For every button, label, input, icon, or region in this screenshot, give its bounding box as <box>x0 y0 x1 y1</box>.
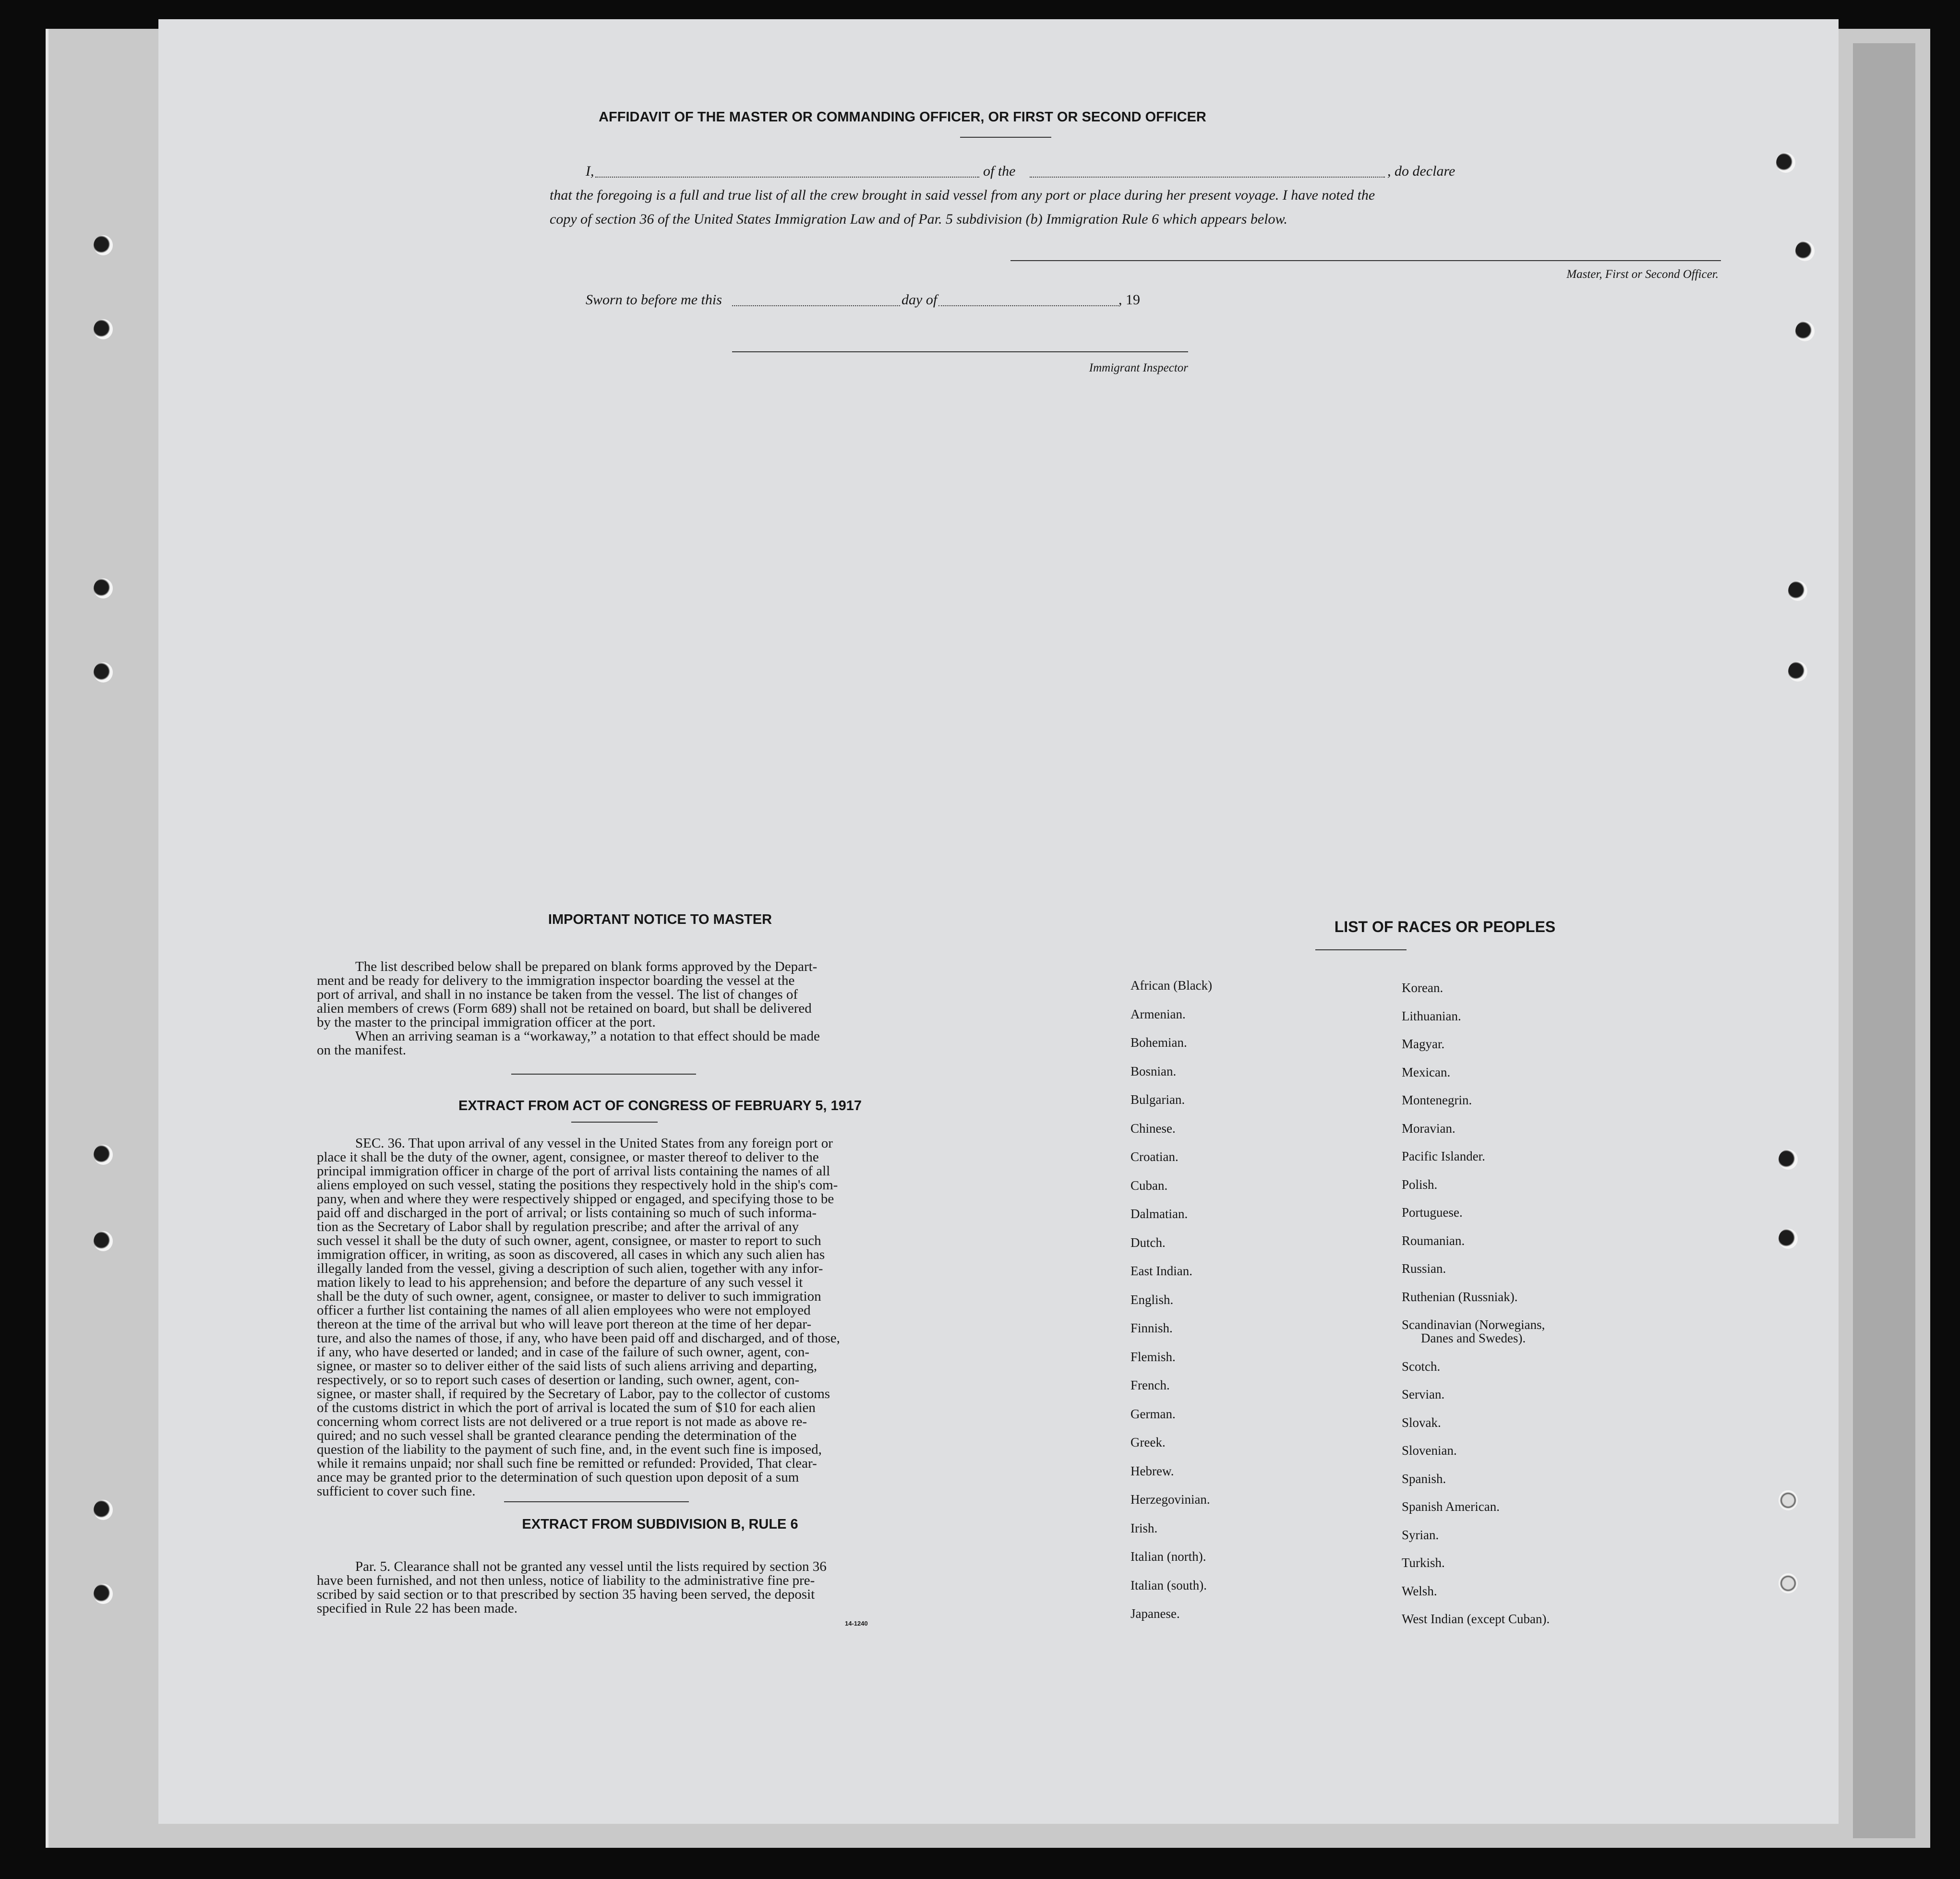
binder-hole <box>94 1231 113 1251</box>
binder-hole <box>94 319 113 339</box>
text-line: officer a further list containing the names of all alien employees who were not employed <box>317 1303 811 1318</box>
section-divider <box>504 1501 689 1502</box>
affidavit-line-3: copy of section 36 of the United States Immigration Law and of Par. 5 subdivision (b) Immigration Rule 6 which appears below. <box>550 211 1287 227</box>
inspector-signature-line[interactable] <box>732 351 1188 352</box>
race-item: Montenegrin. <box>1402 1093 1472 1107</box>
race-item: Hebrew. <box>1130 1463 1174 1478</box>
races-title: LIST OF RACES OR PEOPLES <box>1334 918 1556 935</box>
binder-hole <box>94 1584 113 1604</box>
binder-hole <box>94 662 113 682</box>
text-line: immigration officer, in writing, as soon as discovered, all cases in which any such alien has <box>317 1247 825 1262</box>
year-label: , 19 <box>1118 292 1140 308</box>
name-field-line[interactable] <box>595 177 979 178</box>
races-right-column <box>1402 981 1671 1652</box>
race-item: Mexican. <box>1402 1065 1451 1079</box>
text-line: signee, or master so to deliver either of the said lists of such aliens arriving and departing, <box>317 1358 818 1374</box>
affidavit-line-2: that the foregoing is a full and true list of all the crew brought in said vessel from any port or place during her present voyage. I have noted the <box>550 187 1375 203</box>
race-item: Roumanian. <box>1402 1233 1465 1248</box>
race-item: Irish. <box>1130 1520 1158 1535</box>
text-line: place it shall be the duty of the owner, agent, consignee, or master thereof to deliver to the <box>317 1149 819 1165</box>
race-item: Greek. <box>1130 1435 1166 1449</box>
text-line: by the master to the principal immigration officer at the port. <box>317 1015 656 1030</box>
act-extract-body <box>317 1137 1037 1498</box>
race-item: Croatian. <box>1130 1149 1178 1164</box>
race-item: Italian (south). <box>1130 1578 1207 1592</box>
race-item: Russian. <box>1402 1261 1446 1276</box>
text-line: thereon at the time of the arrival but who will leave port thereon at the time of her depar- <box>317 1316 812 1332</box>
text-line: When an arriving seaman is a “workaway,” a notation to that effect should be made <box>355 1029 820 1044</box>
text-line: sufficient to cover such fine. <box>317 1484 476 1499</box>
text-line: while it remains unpaid; nor shall such fine be remitted or refunded: Provided, That clear- <box>317 1456 817 1471</box>
text-line: principal immigration officer in charge of the port of arrival lists containing the names of all <box>317 1163 830 1179</box>
race-item: Slovenian. <box>1402 1443 1457 1458</box>
binder-hole <box>94 1145 113 1165</box>
race-item: Italian (north). <box>1130 1549 1206 1564</box>
race-item: Armenian. <box>1130 1006 1186 1021</box>
race-item: Servian. <box>1402 1387 1445 1401</box>
rule-extract-title: EXTRACT FROM SUBDIVISION B, RULE 6 <box>522 1517 798 1532</box>
binder-hole <box>1795 241 1815 261</box>
text-line: mation likely to lead to his apprehension; and before the departure of any such vessel it <box>317 1275 803 1290</box>
text-line: ance may be granted prior to the determination of such question upon deposit of a sum <box>317 1470 799 1485</box>
text-line: The list described below shall be prepared on blank forms approved by the Depart- <box>355 959 818 974</box>
binder-hole <box>1779 1149 1798 1170</box>
binder-hole <box>94 1500 113 1520</box>
text-line: such vessel it shall be the duty of such owner, agent, consignee, or master to report to such <box>317 1233 821 1248</box>
race-item: Welsh. <box>1402 1583 1437 1598</box>
race-item: Danes and Swedes). <box>1421 1331 1526 1345</box>
form-number: 14-1240 <box>845 1620 868 1627</box>
race-item: Bosnian. <box>1130 1064 1177 1078</box>
notice-body <box>317 960 1037 1057</box>
text-line: if any, who have deserted or landed; and in case of the failure of such owner, agent, con- <box>317 1344 810 1360</box>
text-line: respectively, or so to report such cases of desertion or landing, such owner, agent, con- <box>317 1372 800 1388</box>
text-line: pany, when and where they were respectively shipped or engaged, and specifying those to be <box>317 1191 834 1207</box>
notice-title: IMPORTANT NOTICE TO MASTER <box>548 912 772 927</box>
race-item: Cuban. <box>1130 1178 1168 1193</box>
text-line: quired; and no such vessel shall be granted clearance pending the determination of the <box>317 1428 797 1443</box>
text-line: port of arrival, and shall in no instance be taken from the vessel. The list of changes of <box>317 987 798 1002</box>
text-line: question of the liability to the payment of such fine, and, in the event such fine is imposed, <box>317 1442 822 1457</box>
race-item: Scandinavian (Norwegians, <box>1402 1317 1545 1332</box>
text-line: specified in Rule 22 has been made. <box>317 1601 517 1616</box>
race-item: Chinese. <box>1130 1121 1176 1136</box>
text-line: tion as the Secretary of Labor shall by regulation prescribe; and after the arrival of any <box>317 1219 799 1234</box>
race-item: Turkish. <box>1402 1556 1445 1570</box>
text-line: concerning whom correct lists are not delivered or a true report is not made as above re- <box>317 1414 807 1429</box>
race-item: Polish. <box>1402 1177 1438 1192</box>
affidavit-of-the-label: of the <box>983 163 1016 179</box>
text-line: ment and be ready for delivery to the immigration inspector boarding the vessel at the <box>317 973 795 988</box>
text-line: signee, or master shall, if required by the Secretary of Labor, pay to the collector of customs <box>317 1386 830 1401</box>
race-item: Bulgarian. <box>1130 1092 1185 1107</box>
affidavit-i-label: I, <box>586 163 594 179</box>
race-item: Slovak. <box>1402 1415 1441 1430</box>
race-item: French. <box>1130 1378 1170 1392</box>
race-item: English. <box>1130 1292 1174 1307</box>
title-underline <box>960 137 1051 138</box>
race-item: Moravian. <box>1402 1121 1455 1136</box>
race-item: East Indian. <box>1130 1264 1192 1278</box>
sworn-day-field-line[interactable] <box>732 305 900 306</box>
text-line: alien members of crews (Form 689) shall not be retained on board, but shall be delivered <box>317 1001 812 1016</box>
binder-hole <box>1779 1490 1798 1510</box>
text-line: have been furnished, and not then unless, notice of liability to the administrative fine pre- <box>317 1573 815 1588</box>
text-line: Par. 5. Clearance shall not be granted any vessel until the lists required by section 36 <box>355 1559 827 1574</box>
text-line: SEC. 36. That upon arrival of any vessel in the United States from any foreign port or <box>355 1136 833 1151</box>
race-item: Herzegovinian. <box>1130 1492 1210 1507</box>
binder-hole <box>1788 581 1807 601</box>
race-item: Syrian. <box>1402 1527 1439 1542</box>
text-line: on the manifest. <box>317 1042 407 1058</box>
text-line: paid off and discharged in the port of arrival; or lists containing so much of such informa- <box>317 1205 817 1221</box>
binder-hole <box>1795 321 1815 341</box>
race-item: Lithuanian. <box>1402 1008 1461 1023</box>
text-line: illegally landed from the vessel, giving a description of such alien, together with any infor- <box>317 1261 823 1276</box>
master-signature-line[interactable] <box>1010 260 1721 261</box>
section-divider <box>511 1074 696 1075</box>
binder-hole <box>1779 1229 1798 1249</box>
race-item: Dutch. <box>1130 1235 1166 1250</box>
race-item: Spanish. <box>1402 1471 1446 1486</box>
race-item: Korean. <box>1402 981 1443 995</box>
race-item: Scotch. <box>1402 1359 1441 1374</box>
form-page <box>158 19 1839 1824</box>
race-item: West Indian (except Cuban). <box>1402 1612 1550 1626</box>
affidavit-title: AFFIDAVIT OF THE MASTER OR COMMANDING OFFICER, OR FIRST OR SECOND OFFICER <box>599 109 1206 125</box>
binder-hole <box>94 578 113 598</box>
binder-hole <box>1788 661 1807 682</box>
races-left-column <box>1130 978 1380 1650</box>
race-item: Flemish. <box>1130 1349 1176 1364</box>
race-item: German. <box>1130 1406 1176 1421</box>
binder-hole <box>1776 153 1795 173</box>
text-line: ture, and also the names of those, if any, who have been paid off and discharged, and of those, <box>317 1330 840 1346</box>
affidavit-declare-label: , do declare <box>1387 163 1455 179</box>
race-item: Spanish American. <box>1402 1499 1500 1514</box>
master-caption: Master, First or Second Officer. <box>1566 268 1719 281</box>
text-line: aliens employed on such vessel, stating the positions they respectively hold in the ship's com- <box>317 1177 838 1193</box>
binder-hole <box>94 235 113 255</box>
race-item: Bohemian. <box>1130 1035 1187 1050</box>
day-of-label: day of <box>902 292 938 308</box>
race-item: Magyar. <box>1402 1037 1445 1051</box>
race-item: African (Black) <box>1130 978 1213 993</box>
back-sheet-edge <box>1853 43 1915 1838</box>
binder-hole <box>1779 1573 1798 1593</box>
race-item: Ruthenian (Russniak). <box>1402 1289 1518 1304</box>
race-item: Pacific Islander. <box>1402 1149 1485 1163</box>
sworn-label: Sworn to before me this <box>586 292 722 308</box>
race-item: Portuguese. <box>1402 1205 1463 1220</box>
text-line: of the customs district in which the port of arrival is located the sum of $10 for each alien <box>317 1400 816 1415</box>
rule-extract-body <box>317 1560 1037 1616</box>
act-title-underline <box>571 1122 658 1123</box>
text-line: shall be the duty of such owner, agent, consignee, or master to deliver to such immigration <box>317 1289 821 1304</box>
race-item: Japanese. <box>1130 1606 1180 1621</box>
inspector-caption: Immigrant Inspector <box>1089 361 1188 374</box>
text-line: scribed by said section or to that prescribed by section 35 having been served, the deposit <box>317 1587 815 1602</box>
race-item: Finnish. <box>1130 1321 1173 1335</box>
race-item: Dalmatian. <box>1130 1207 1188 1221</box>
races-title-underline <box>1315 949 1407 950</box>
vessel-field-line[interactable] <box>1030 177 1385 178</box>
act-extract-title: EXTRACT FROM ACT OF CONGRESS OF FEBRUARY 5, 1917 <box>458 1098 862 1113</box>
sworn-month-field-line[interactable] <box>938 305 1118 306</box>
